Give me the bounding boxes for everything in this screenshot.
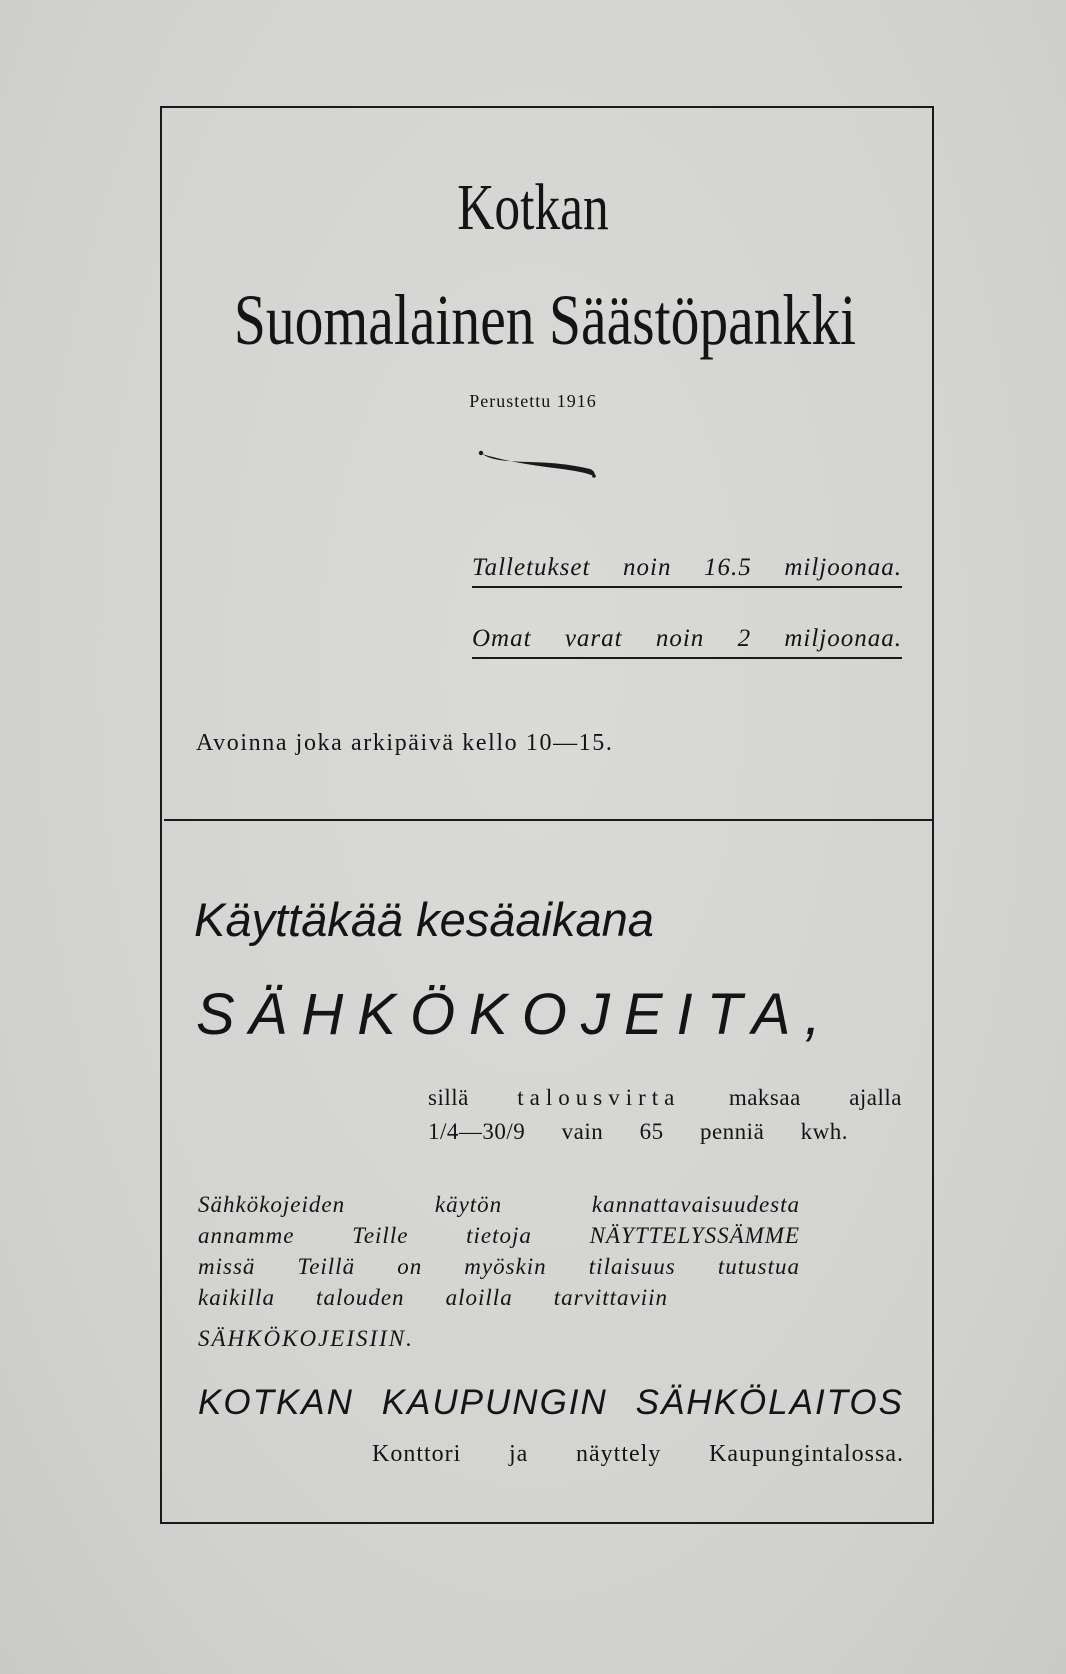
summer-use-heading: Käyttäkää kesäaikana [194, 893, 654, 946]
info-line: kaikilla talouden aloilla tarvittaviin [198, 1285, 668, 1310]
info-line: Sähkökojeiden käytön kannattavaisuudesta [198, 1192, 800, 1217]
ad-divider-line [164, 819, 934, 821]
info-line: missä Teillä on myöskin tilaisuus tutustua [198, 1254, 800, 1279]
utility-company-name: KOTKAN KAUPUNGIN SÄHKÖLAITOS [198, 1383, 904, 1422]
bank-title-line2: Suomalainen Säästöpankki [233, 280, 857, 360]
deposits-line: Talletukset noin 16.5 miljoonaa. [472, 555, 902, 588]
condition-pre: sillä [428, 1085, 469, 1110]
info-line: annamme Teille tietoja NÄYTTELYSSÄMME [198, 1223, 800, 1248]
flourish-ornament-icon [472, 445, 602, 485]
office-location: Konttori ja näyttely Kaupungintalossa. [372, 1441, 904, 1467]
bank-title-line1: Kotkan [457, 171, 609, 244]
electrical-appliances-heading: SÄHKÖKOJEITA, [196, 982, 835, 1047]
condition-spaced-word: talousvirta [517, 1085, 681, 1110]
own-funds-line: Omat varat noin 2 miljoonaa. [472, 626, 902, 659]
opening-hours: Avoinna joka arkipäivä kello 10—15. [196, 730, 614, 756]
tariff-condition-line1 [428, 1086, 902, 1109]
info-line: SÄHKÖKOJEISIIN. [198, 1326, 414, 1351]
condition-post: maksaa ajalla [728, 1085, 903, 1110]
founded-year: Perustettu 1916 [469, 391, 597, 411]
tariff-condition-line2: 1/4—30/9 vain 65 penniä kwh. [428, 1119, 848, 1144]
